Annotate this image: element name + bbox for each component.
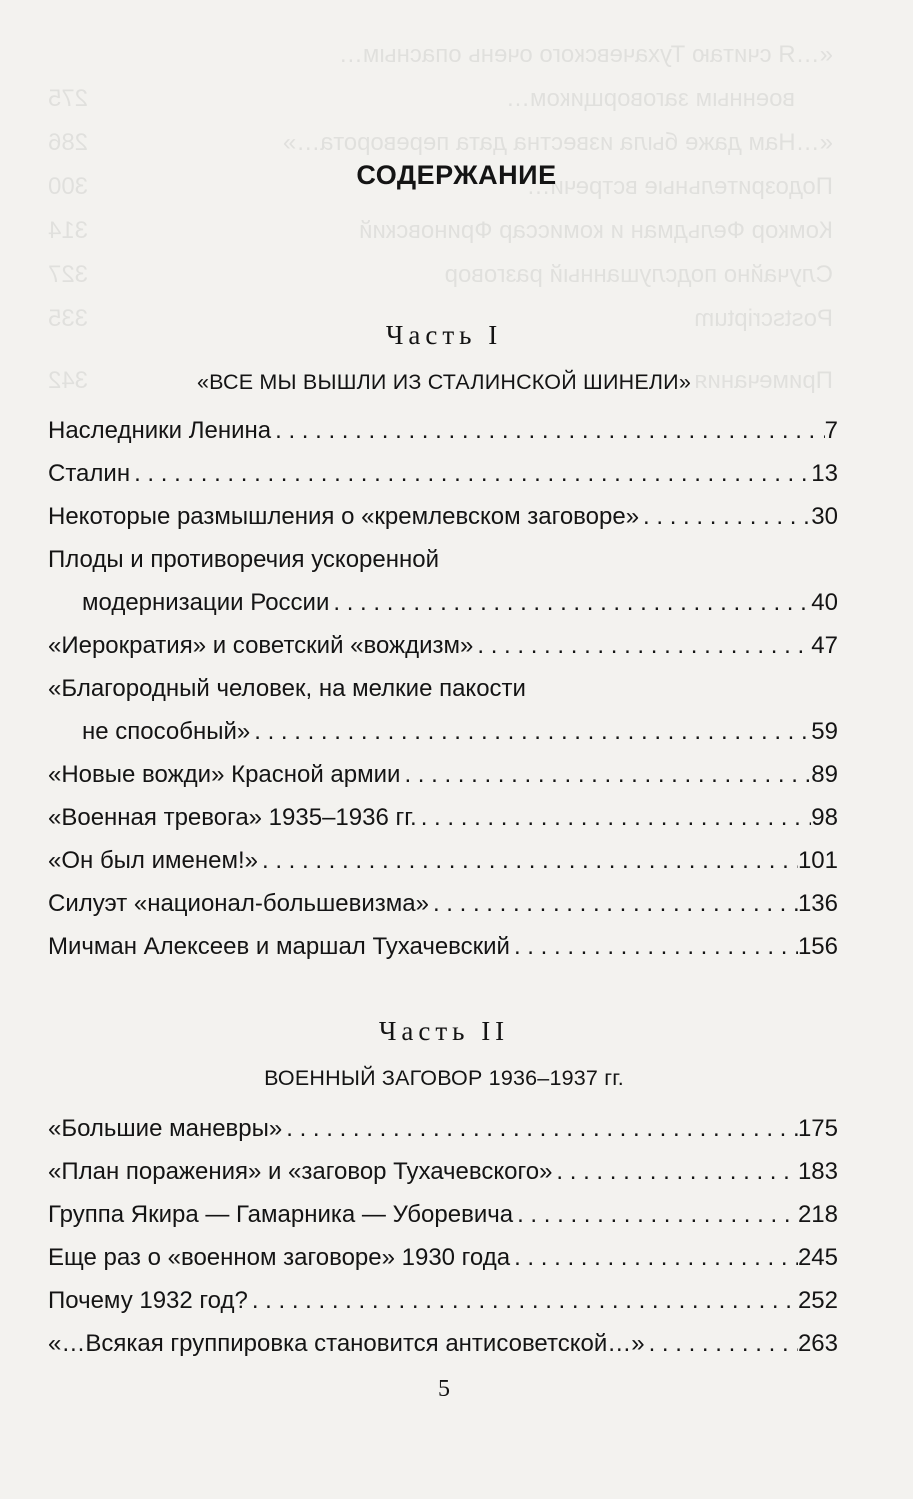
toc-entry-title: «…Всякая группировка становится антисоветской…»	[48, 1330, 645, 1357]
dot-leader	[248, 1279, 798, 1322]
toc-entry-page: 30	[811, 503, 838, 530]
toc-entry-title: «План поражения» и «заговор Тухачевского»	[48, 1158, 553, 1185]
dot-leader	[510, 1236, 798, 1279]
toc-entry	[48, 1279, 838, 1322]
toc-entry-page: 98	[811, 804, 838, 831]
toc-entry-page: 136	[797, 890, 838, 917]
dot-leader	[639, 495, 811, 538]
toc-entry-page: 47	[811, 632, 838, 659]
toc-entry-title: Мичман Алексеев и маршал Тухачевский	[48, 933, 510, 960]
page-number: 5	[438, 1376, 450, 1402]
toc-entry-title: «Он был именем!»	[48, 847, 258, 874]
toc-entry-page: 40	[811, 589, 838, 616]
bleed-through-line: Комкор Фельдман и комиссар Фриновский	[359, 217, 833, 244]
toc-entry	[48, 452, 838, 495]
bleed-through-page: 300	[48, 173, 89, 200]
toc-entry-page: 175	[797, 1115, 838, 1142]
dot-leader	[473, 624, 811, 667]
dot-leader	[130, 452, 811, 495]
toc-entry-title: «Новые вожди» Красной армии	[48, 761, 401, 788]
dot-leader	[282, 1107, 798, 1150]
toc-entry-title: не способный»	[82, 718, 251, 745]
toc-entry-page: 101	[797, 847, 838, 874]
toc-entry	[48, 409, 838, 452]
dot-leader	[510, 925, 798, 968]
toc-entry	[48, 624, 838, 667]
part-1-heading: Часть I	[385, 320, 503, 350]
bleed-through-page: 335	[48, 305, 89, 332]
part-2-heading: Часть II	[378, 1016, 510, 1046]
toc-entry-title: Почему 1932 год?	[48, 1287, 248, 1314]
dot-leader	[417, 796, 812, 839]
toc-entry-title-line: Плоды и противоречия ускоренной	[48, 546, 440, 573]
bleed-through-page: 327	[48, 261, 89, 288]
toc-entry	[48, 796, 838, 839]
toc-entry	[48, 495, 838, 538]
bleed-through-page: 286	[48, 129, 89, 156]
toc-entry-title: Наследники Ленина	[48, 417, 272, 444]
toc-entry	[48, 667, 838, 753]
bleed-through-line: Postscriptum	[694, 305, 833, 332]
toc-entry-title: «Военная тревога» 1935–1936 гг.	[48, 804, 417, 831]
part-2-subtitle: ВОЕННЫЙ ЗАГОВОР 1936–1937 гг.	[264, 1066, 624, 1090]
part-2-entries	[48, 1107, 838, 1365]
part-1-entries	[48, 409, 838, 968]
bleed-through-line: Примечания	[694, 367, 833, 394]
dot-leader	[271, 409, 825, 452]
contents-title: СОДЕРЖАНИЕ	[356, 160, 557, 190]
bleed-through-line: «…Я считаю Тухачевского очень опасным…	[338, 41, 833, 68]
bleed-through-line: военным заговорщиком…	[506, 85, 795, 112]
dot-leader	[400, 753, 811, 796]
toc-entry-page: 7	[824, 417, 838, 444]
toc-entry-title: Еще раз о «военном заговоре» 1930 года	[48, 1244, 511, 1271]
toc-entry	[48, 925, 838, 968]
dot-leader	[552, 1150, 798, 1193]
dot-leader	[329, 581, 811, 624]
toc-entry-title: Силуэт «национал-большевизма»	[48, 890, 429, 917]
bleed-through-page: 314	[48, 217, 89, 244]
dot-leader	[258, 839, 798, 882]
bleed-through-page: 275	[48, 85, 89, 112]
toc-entry-title: «Большие маневры»	[48, 1115, 283, 1142]
toc-entry	[48, 538, 838, 624]
toc-entry	[48, 839, 838, 882]
toc-entry-page: 13	[811, 460, 838, 487]
bleed-through-line: Подозрительные встречи…	[526, 173, 833, 200]
toc-entry-title: модернизации России	[82, 589, 330, 616]
dot-leader	[645, 1322, 798, 1365]
toc-entry-page: 252	[797, 1287, 838, 1314]
toc-entry-page: 156	[797, 933, 838, 960]
bleed-through-line: Случайно подслушанный разговор	[444, 261, 833, 288]
toc-entry-page: 218	[797, 1201, 838, 1228]
toc-entry-page: 59	[811, 718, 838, 745]
bleed-through-line: «…Нам даже была известна дата переворота…»	[282, 129, 833, 156]
toc-entry	[48, 1193, 838, 1236]
toc-entry	[48, 1322, 838, 1365]
part-1-subtitle: «ВСЕ МЫ ВЫШЛИ ИЗ СТАЛИНСКОЙ ШИНЕЛИ»	[196, 370, 691, 394]
toc-entry-page: 89	[811, 761, 838, 788]
toc-entry-title: «Иерократия» и советский «вождизм»	[48, 632, 474, 659]
dot-leader	[250, 710, 811, 753]
toc-entry	[48, 753, 838, 796]
dot-leader	[429, 882, 798, 925]
toc-entry-title: Некоторые размышления о «кремлевском заговоре»	[48, 503, 640, 530]
toc-entry-title: Сталин	[48, 460, 131, 487]
toc-entry	[48, 1236, 838, 1279]
bleed-through-page: 342	[48, 367, 89, 394]
toc-entry-page: 183	[797, 1158, 838, 1185]
toc-entry-title-line: «Благородный человек, на мелкие пакости	[48, 675, 526, 702]
toc-entry	[48, 882, 838, 925]
toc-entry-title: Группа Якира — Гамарника — Уборевича	[48, 1201, 514, 1228]
toc-entry-page: 263	[797, 1330, 838, 1357]
toc-entry	[48, 1150, 838, 1193]
toc-entry-page: 245	[797, 1244, 838, 1271]
toc-entry	[48, 1107, 838, 1150]
dot-leader	[513, 1193, 798, 1236]
